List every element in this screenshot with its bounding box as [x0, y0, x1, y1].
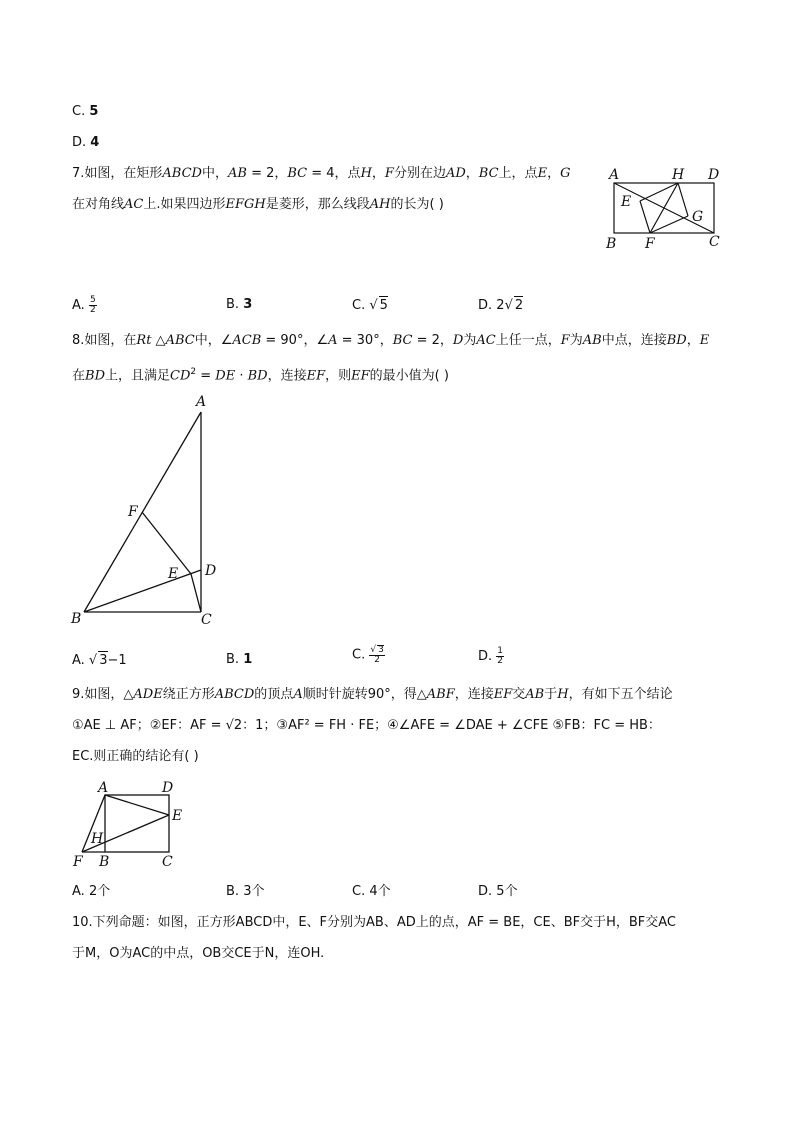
q10-text-line1: 10.下列命题：如图，正方形ABCD中，E、F分别为AB、AD上的点，AF = BE，CE、BF交于H，BF交AC — [72, 915, 677, 930]
q7-option-d: D. 2√ 2 — [478, 298, 524, 313]
q8-text-line1: 8.如图，在Rt △ABC中，∠ACB = 90°，∠A = 30°，BC = 2，D为AC上任一点，F为AB中点，连接BD，E — [72, 333, 710, 348]
q8-option-c: C. $\frac{√ 3}{2}$ — [352, 645, 384, 665]
q9-option-a: A. 2个 — [72, 884, 111, 899]
label-c: C — [162, 854, 173, 870]
label-h: H — [91, 831, 104, 847]
option-value: 4 — [90, 135, 100, 150]
q9-text-line1: 9.如图，△ADE绕正方形ABCD的顶点A顺时针旋转90°，得△ABF，连接EF交AB于H，有如下五个结论 — [72, 687, 673, 702]
q6-option-d — [72, 134, 99, 152]
segment-hf — [650, 183, 678, 233]
q7-rectangle-figure — [600, 166, 730, 256]
side-ef — [640, 201, 650, 233]
q8-option-a: A. √ 3−1 — [72, 653, 127, 668]
label-b: B — [71, 611, 82, 627]
label-e: E — [172, 808, 183, 824]
label-b: B — [606, 236, 617, 252]
segment-ae — [105, 795, 169, 815]
option-value: 5 — [89, 104, 99, 119]
q7-text-line2: 在对角线AC上.如果四边形EFGH是菱形，那么线段AH的长为( ) — [72, 197, 444, 212]
fraction: $\frac{5}{2}$ — [89, 295, 96, 315]
fraction: $\frac{√ 3}{2}$ — [370, 645, 384, 665]
q7-option-b: B. 3 — [226, 297, 253, 312]
q9-square-figure — [72, 778, 192, 873]
square-abcd — [105, 795, 169, 852]
q7-option-a: A. $\frac{5}{2}$ — [72, 295, 96, 315]
q9-option-c: C. 4个 — [352, 884, 391, 899]
side-gh — [678, 183, 688, 216]
label-h: H — [672, 167, 685, 183]
q9-text-line3: EC.则正确的结论有( ) — [72, 749, 199, 764]
label-f: F — [645, 236, 655, 252]
label-d: D — [205, 563, 217, 579]
q8-text-line2: 在BD上，且满足$CD^2$ = DE · BD，连接EF，则EF的最小值为( ) — [72, 367, 449, 384]
label-c: C — [709, 234, 720, 250]
label-f: F — [128, 504, 138, 520]
q9-option-d: D. 5个 — [478, 884, 518, 899]
label-a: A — [196, 394, 207, 410]
label-e: E — [168, 566, 179, 582]
label-a: A — [98, 780, 109, 796]
label-c: C — [201, 612, 212, 628]
label-g: G — [692, 209, 704, 225]
label-a: A — [609, 167, 620, 183]
segment-bd — [84, 570, 201, 612]
fraction: $\frac{1}{2}$ — [497, 646, 504, 666]
q8-triangle-figure — [66, 390, 236, 630]
segment-ec — [191, 574, 201, 612]
side-gf — [650, 216, 688, 233]
label-f: F — [73, 854, 83, 870]
label-d: D — [708, 167, 720, 183]
label-b: B — [99, 854, 110, 870]
q7-option-c: C. √ 5 — [352, 298, 388, 313]
q10-text-line2: 于M，O为AC的中点，OB交CE于N，连OH. — [72, 946, 325, 961]
q8-option-d: D. $\frac{1}{2}$ — [478, 646, 504, 666]
label-d: D — [162, 780, 174, 796]
q7-text-line1: 7.如图，在矩形ABCD中，AB = 2，BC = 4，点H，F分别在边AD，BC上，点E，G — [72, 166, 571, 181]
segment-fe — [142, 512, 191, 574]
q8-option-b: B. 1 — [226, 652, 253, 667]
option-label: D. — [72, 135, 87, 150]
q6-option-c — [72, 103, 98, 121]
q9-text-line2: ①AE ⊥ AF；②EF：AF = √2：1；③AF² = FH · FE；④∠AFE = ∠DAE + ∠CFE ⑤FB：FC = HB： — [72, 718, 661, 733]
option-label: C. — [72, 104, 86, 119]
label-e: E — [621, 194, 632, 210]
q9-option-b: B. 3个 — [226, 884, 265, 899]
